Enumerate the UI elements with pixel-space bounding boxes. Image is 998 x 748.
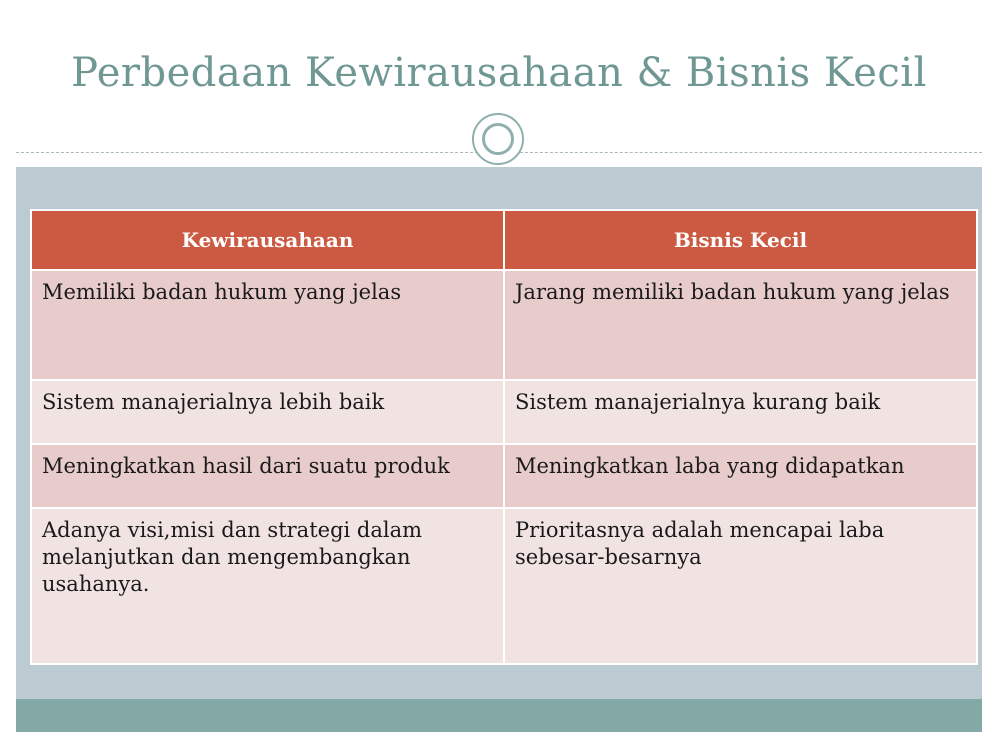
table-cell: Sistem manajerialnya lebih baik <box>31 380 504 444</box>
footer-band <box>16 699 982 732</box>
table-row <box>31 270 977 380</box>
slide-title: Perbedaan Kewirausahaan & Bisnis Kecil <box>71 50 927 96</box>
table-cell: Sistem manajerialnya kurang baik <box>504 380 977 444</box>
table-header-row <box>31 210 977 270</box>
header-kewirausahaan: Kewirausahaan <box>31 210 504 270</box>
comparison-table <box>30 209 978 665</box>
circle-ring-ornament-icon <box>472 113 524 165</box>
table-cell: Adanya visi,misi dan strategi dalam melanjutkan dan mengembangkan usahanya. <box>31 508 504 664</box>
inner-ring <box>482 123 514 155</box>
table-row <box>31 380 977 444</box>
slide <box>16 16 982 732</box>
table-cell: Prioritasnya adalah mencapai laba sebesar-besarnya <box>504 508 977 664</box>
table-row <box>31 444 977 508</box>
table-cell: Meningkatkan hasil dari suatu produk <box>31 444 504 508</box>
table-cell: Jarang memiliki badan hukum yang jelas <box>504 270 977 380</box>
table-cell: Memiliki badan hukum yang jelas <box>31 270 504 380</box>
table-row <box>31 508 977 664</box>
header-bisnis-kecil: Bisnis Kecil <box>504 210 977 270</box>
table-cell: Meningkatkan laba yang didapatkan <box>504 444 977 508</box>
